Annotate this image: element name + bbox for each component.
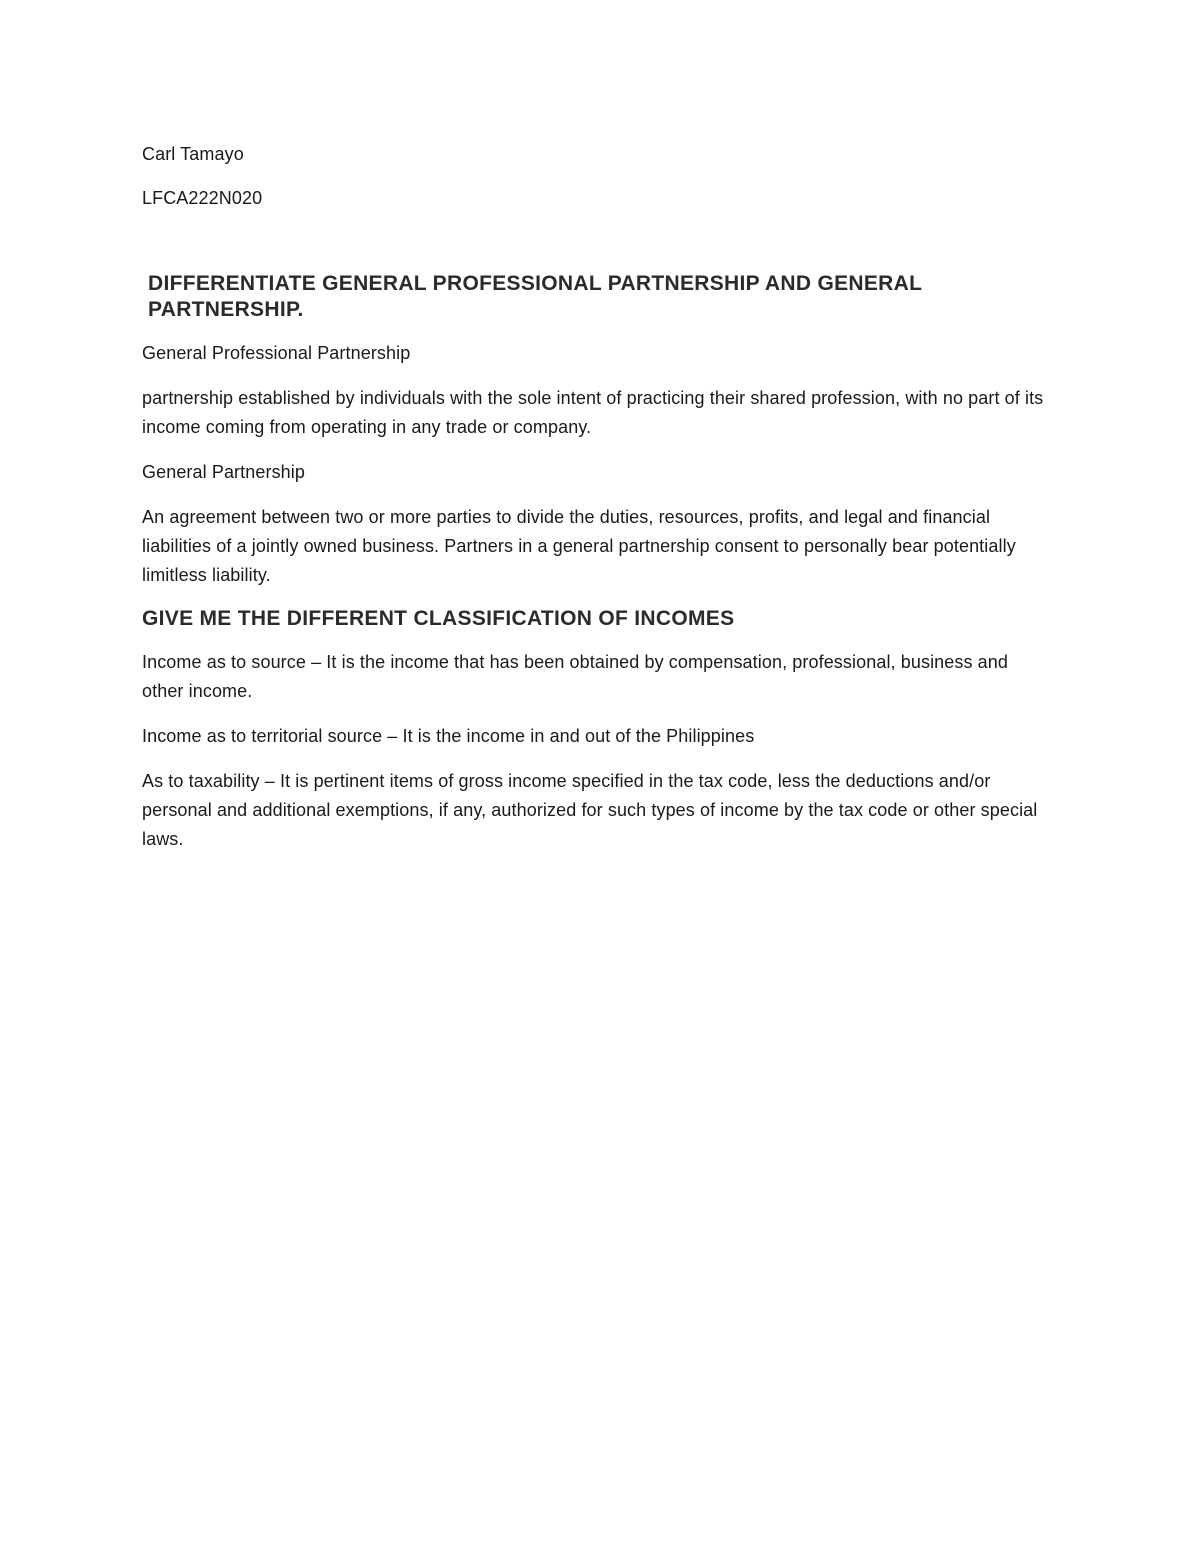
section-heading-income-classification: GIVE ME THE DIFFERENT CLASSIFICATION OF INCOMES [142,607,735,630]
document-body [142,140,1052,870]
paragraph-income-source: Income as to source – It is the income that has been obtained by compensation, professional, business and other income. [142,652,1009,701]
student-id: LFCA222N020 [142,188,263,208]
paragraph-general-partnership: An agreement between two or more parties to divide the duties, resources, profits, and legal and financial liabilities of a jointly owned business. Partners in a general partnership consent to personally bear potentially limitless liability. [142,507,1016,585]
paragraph-income-taxability: As to taxability – It is pertinent items of gross income specified in the tax code, less the deductions and/or personal and additional exemptions, if any, authorized for such types of income by the tax code or other special laws. [142,771,1038,849]
author-name: Carl Tamayo [142,144,244,164]
section-heading-partnership: DIFFERENTIATE GENERAL PROFESSIONAL PARTNERSHIP AND GENERAL PARTNERSHIP. [148,272,922,321]
paragraph-income-territorial: Income as to territorial source – It is the income in and out of the Philippines [142,726,755,746]
paragraph-general-professional-partnership: partnership established by individuals with the sole intent of practicing their shared profession, with no part of its income coming from operating in any trade or company. [142,388,1044,437]
subheading-general-professional-partnership: General Professional Partnership [142,343,411,363]
subheading-general-partnership: General Partnership [142,462,305,482]
